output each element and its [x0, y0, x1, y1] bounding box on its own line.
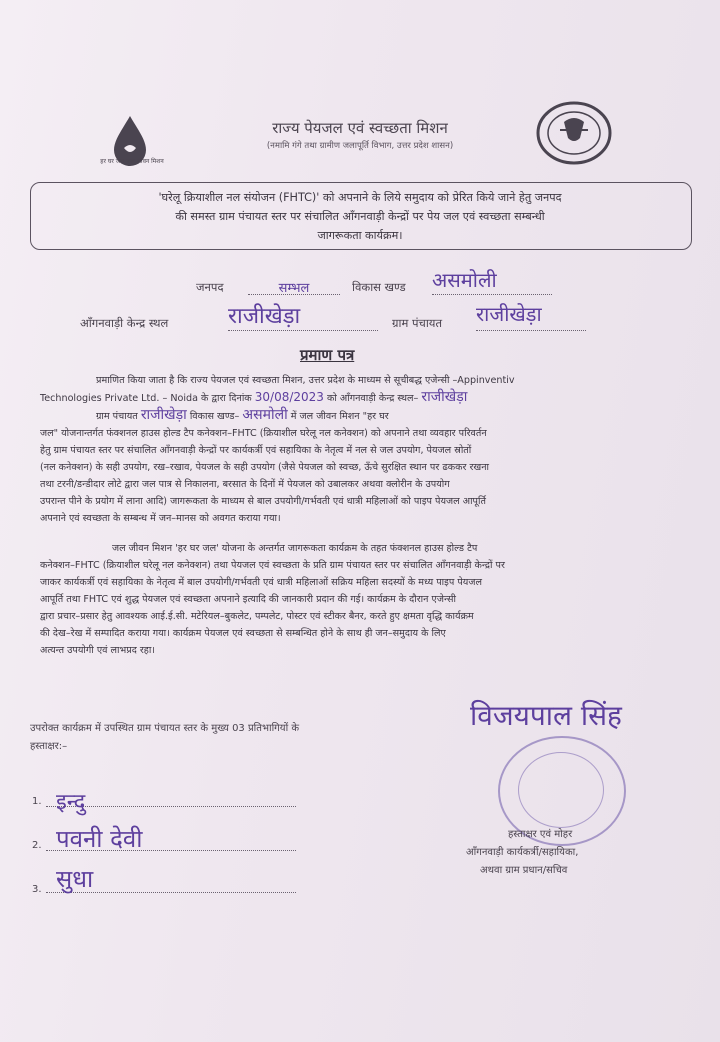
program-date: 30/08/2023 [254, 390, 324, 404]
para2-line-4: आपूर्ति तथा FHTC एवं शुद्ध पेयजल एवं स्वच्छता अपनाने इत्यादि की जानकारी प्रदान की गई। कार्यक्रम के दौरान एजेन्सी [40, 594, 457, 605]
para1-line-2: Technologies Private Ltd. – Noida के द्वारा दिनांक 30/08/2023 को आँगनवाड़ी केन्द्र स्थल– राजीखेड़ा [40, 389, 468, 405]
gram-panchayat-value: राजीखेड़ा [476, 302, 542, 326]
participant-3-line [46, 862, 296, 893]
official-caption-2: आँगनवाड़ी कार्यकर्त्री/सहायिका, [466, 847, 579, 858]
certificate-paragraph-1 [40, 372, 690, 527]
notice-line-3: जागरूकता कार्यक्रम। [317, 229, 403, 242]
para1-gp-value: राजीखेड़ा [140, 407, 187, 423]
para1-line-6: (नल कनेक्शन) के सही उपयोग, रख–रखाव, पेयजल के सही उपयोग (जैसे पेयजल को स्वच्छ, ऊँचे सुरक्षित स्थान पर ढककर रखना [40, 462, 490, 473]
notice-line-1: 'घरेलू क्रियाशील नल संयोजन (FHTC)' को अपनाने के लिये समुदाय को प्रेरित किये जाने हेतु जनपद [158, 191, 562, 204]
para2-line-3: जाकर कार्यकर्त्री एवं सहायिका के नेतृत्व में बाल उपयोगी/गर्भवती एवं धात्री महिलाओं सक्रिय महिला सदस्यों के मध्य पाइप पेयजल [40, 577, 482, 588]
participant-1-line [46, 786, 296, 815]
para1-vk-value: असमोली [242, 407, 288, 423]
janpad-value: सम्भल [278, 281, 310, 296]
official-caption-1: हस्ताक्षर एवं मोहर [508, 829, 573, 840]
kendra-field [228, 300, 378, 331]
official-caption-3: अथवा ग्राम प्रधान/सचिव [480, 865, 568, 876]
participant-2-line [46, 822, 296, 851]
header-title: राज्य पेयजल एवं स्वच्छता मिशन [272, 119, 448, 137]
participant-2-num: 2. [32, 840, 42, 851]
participants-intro-1: उपरोक्त कार्यक्रम में उपस्थित ग्राम पंचायत स्तर के मुख्य 03 प्रतिभागियों के [30, 723, 300, 734]
vikas-khand-value: असमोली [432, 268, 497, 292]
para2-line-7: अत्यन्त उपयोगी एवं लाभप्रद रहा। [40, 645, 156, 656]
gram-panchayat-label: ग्राम पंचायत [392, 316, 443, 330]
janpad-label: जनपद [196, 280, 224, 294]
kendra-value: राजीखेड़ा [228, 304, 301, 329]
notice-line-2: की समस्त ग्राम पंचायत स्तर पर संचालित आँगनवाड़ी केन्द्रों पर पेय जल एवं स्वच्छता सम्बन्धी [175, 210, 545, 223]
header-subtitle: (नमामि गंगे तथा ग्रामीण जलापूर्ति विभाग, उत्तर प्रदेश शासन) [266, 141, 454, 151]
para1-kendra-value: राजीखेड़ा [421, 389, 468, 405]
para1-line-9: अपनाने एवं स्वच्छता के सम्बन्ध में जन–मानस को अवगत कराया गया। [40, 513, 281, 524]
para2-line-5: द्वारा प्रचार–प्रसार हेतु आवश्यक आई.ई.सी. मटेरियल–बुकलेट, पम्पलेट, पोस्टर एवं स्टीकर बैनर, करते हुए क्षमता वृद्धि कार्यक्रम [40, 611, 474, 622]
para1-line-4: जल" योजनान्तर्गत फंक्शनल हाउस होल्ड टैप कनेक्शन–FHTC (क्रियाशील घरेलू नल कनेक्शन) को अपनाने तथा व्यवहार परिवर्तन [40, 428, 487, 439]
para2-line-1: जल जीवन मिशन 'हर घर जल' योजना के अन्तर्गत जागरूकता कार्यक्रम के तहत फंक्शनल हाउस होल्ड टैप [112, 543, 478, 554]
logo-caption: हर घर जल जल जीवन मिशन [100, 158, 164, 165]
para2-line-6: की देख–रेख में सम्पादित कराया गया। कार्यक्रम पेयजल एवं स्वच्छता से सम्बन्धित होने के साथ ही जन–समुदाय के लिए [40, 628, 446, 639]
certificate-heading: प्रमाण पत्र [300, 346, 355, 364]
official-signature: विजयपाल सिंह [470, 699, 622, 732]
certificate-paragraph-2 [40, 540, 690, 659]
para1-line-7: तथा टरनी/डन्डीदार लोटे द्वारा जल पात्र से निकालना, बरसात के दिनों में पेयजल को उबालकर अथवा क्लोरीन के उपयोग [40, 479, 450, 490]
participant-2-signature: पवनी देवी [56, 825, 143, 853]
participant-3-signature: सुधा [56, 865, 94, 893]
para1-line-8: उपरान्त पीने के प्रयोग में लाना आदि) जागरूकता के माध्यम से बाल उपयोगी/गर्भवती एवं धात्री महिलाओं को पाइप पेयजल आपूर्ति [40, 496, 486, 507]
janpad-field [248, 278, 340, 295]
participants-intro-2: हस्ताक्षर:– [30, 741, 68, 752]
official-stamp-inner [518, 752, 604, 828]
participant-3-num: 3. [32, 884, 42, 895]
para1-line-5: हेतु ग्राम पंचायत स्तर पर संचालित आँगनवाड़ी केन्द्रों पर कार्यकर्त्री एवं सहायिका के नेतृत्व में नल से जल उपयोग, पेयजल स्रोतों [40, 445, 472, 456]
notice-box-text [50, 188, 670, 245]
participant-1-signature: इन्दु [56, 790, 86, 815]
vikas-khand-label: विकास खण्ड [352, 280, 406, 294]
kendra-label: आँगनवाड़ी केन्द्र स्थल [80, 316, 169, 330]
para1-line-3: ग्राम पंचायत राजीखेड़ा विकास खण्ड– असमोली में जल जीवन मिशन "हर घर [96, 407, 389, 423]
participant-1-num: 1. [32, 796, 42, 807]
para1-line-1: प्रमाणित किया जाता है कि राज्य पेयजल एवं स्वच्छता मिशन, उत्तर प्रदेश के माध्यम से सूचीबद्ध एजेन्सी –Appinventiv [96, 375, 515, 386]
para2-line-2: कनेक्शन–FHTC (क्रियाशील घरेलू नल कनेक्शन) तथा पेयजल एवं स्वच्छता के प्रति ग्राम पंचायत स्तर पर संचालित आँगनवाड़ी केन्द्रों पर [40, 560, 505, 571]
vikas-khand-field [432, 266, 552, 295]
gram-panchayat-field [476, 300, 586, 331]
